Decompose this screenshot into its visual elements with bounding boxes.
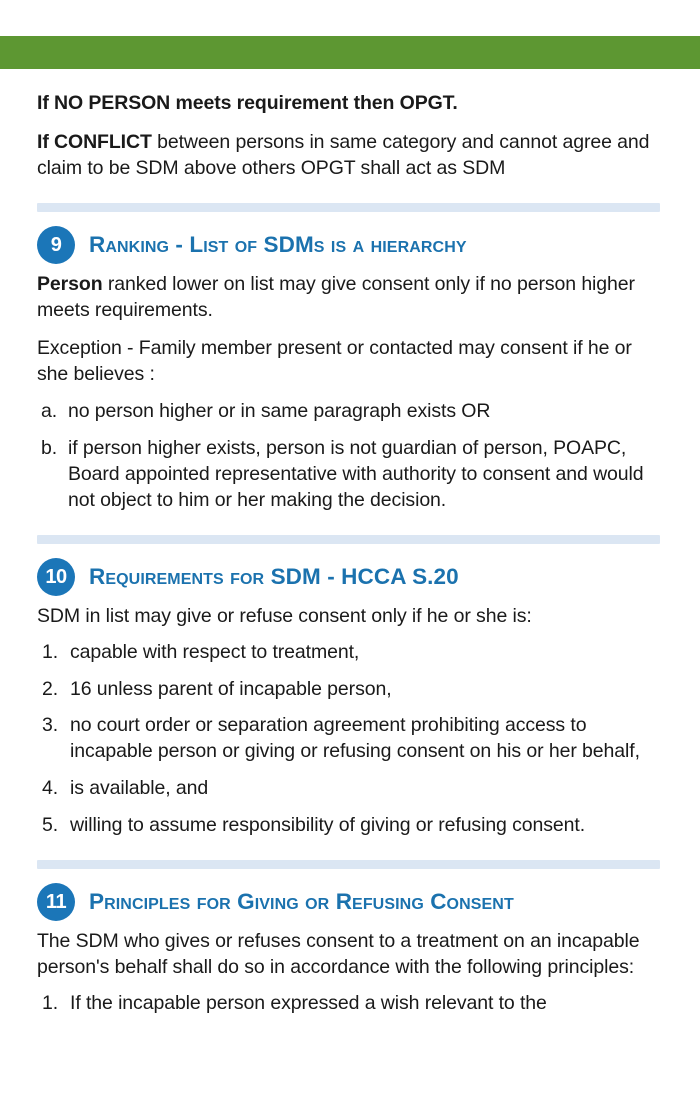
section-9-paragraph-1-bold: Person: [37, 273, 103, 296]
section-badge-11: 11: [37, 883, 75, 921]
intro-paragraph-1: If NO PERSON meets requirement then OPGT.: [37, 92, 458, 114]
section-header-9: [37, 226, 663, 264]
list-item: [37, 713, 663, 764]
list-item: [37, 991, 663, 1017]
list-item: [37, 399, 663, 425]
list-marker: b.: [41, 437, 58, 460]
section-9-list: [37, 399, 663, 513]
list-item: [37, 677, 663, 703]
section-badge-9: 9: [37, 226, 75, 264]
list-marker: 2.: [42, 677, 59, 700]
section-11-list: [37, 991, 663, 1017]
section-11-paragraph-1: The SDM who gives or refuses consent to a treatment on an incapable person's behalf shall do so in accordance with the following principles:: [37, 930, 640, 979]
section-divider-9: [37, 203, 660, 212]
list-item-text: capable with respect to treatment,: [70, 640, 360, 663]
intro-paragraph-2-rest: between persons in same category and cannot agree and claim to be SDM above others OPGT shall act as SDM: [37, 131, 650, 180]
section-9-paragraph-1-rest: ranked lower on list may give consent only if no person higher meets requirements.: [37, 273, 635, 322]
list-item: [37, 813, 663, 839]
list-marker: 4.: [42, 776, 59, 799]
section-title-11: Principles for Giving or Refusing Consent: [89, 889, 514, 915]
section-10-paragraph-1: SDM in list may give or refuse consent only if he or she is:: [37, 605, 532, 628]
section-header-10: [37, 558, 663, 596]
list-marker: 1.: [42, 640, 59, 663]
list-item-text: no person higher or in same paragraph exists OR: [68, 400, 491, 423]
list-item: [37, 436, 663, 513]
section-header-11: [37, 883, 663, 921]
section-divider-11: [37, 860, 660, 869]
list-item-text: 16 unless parent of incapable person,: [70, 677, 392, 700]
section-9-paragraph-1: [37, 272, 663, 323]
list-marker: 5.: [42, 813, 59, 836]
list-marker: 3.: [42, 714, 59, 737]
list-item-text: If the incapable person expressed a wish relevant to the: [70, 991, 547, 1014]
section-divider-10: [37, 535, 660, 544]
list-item: [37, 640, 663, 666]
intro-paragraph-2: [37, 129, 663, 181]
section-title-10: Requirements for SDM - HCCA S.20: [89, 564, 459, 590]
top-green-band: [0, 36, 700, 69]
list-item-text: no court order or separation agreement prohibiting access to incapable person or giving or refusing consent on his or her behalf,: [70, 714, 640, 763]
intro-paragraph-2-bold: If CONFLICT: [37, 131, 152, 154]
list-item-text: is available, and: [70, 776, 209, 799]
list-item: [37, 776, 663, 802]
list-marker: a.: [41, 400, 58, 423]
section-title-9: Ranking - List of SDMs is a hierarchy: [89, 232, 467, 258]
list-marker: 1.: [42, 991, 59, 1014]
list-item-text: willing to assume responsibility of giving or refusing consent.: [70, 813, 586, 836]
section-10-list: [37, 640, 663, 838]
section-badge-10: 10: [37, 558, 75, 596]
section-9-paragraph-2: Exception - Family member present or contacted may consent if he or she believes :: [37, 336, 632, 385]
page-content: [37, 90, 663, 1028]
list-item-text: if person higher exists, person is not guardian of person, POAPC, Board appointed representative with authority to consent and would not object to him or her making the decision.: [68, 437, 644, 511]
